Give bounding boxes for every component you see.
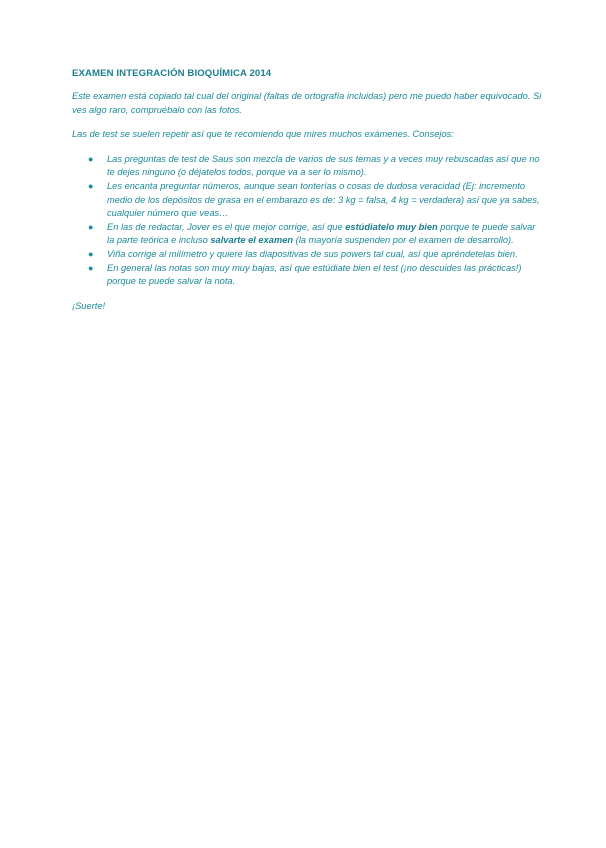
bullet-icon: ● — [88, 180, 94, 191]
tip-text-part: porque te puede salvar la parte teórica e incluso — [107, 221, 536, 246]
tip-item — [72, 248, 542, 262]
closing-text: ¡Suerte! — [72, 300, 106, 311]
tip-text-part: En las de redactar, Jover es el que mejor corrige, así que — [107, 221, 346, 232]
document-title: EXAMEN INTEGRACIÓN BIOQUÍMICA 2014 — [72, 68, 272, 79]
intro-paragraph: Este examen está copiado tal cual del original (faltas de ortografía incluidas) pero me puedo haber equivocado. Si ves algo raro, compruébalo con las fotos. — [72, 91, 542, 115]
bullet-icon: ● — [88, 248, 94, 259]
tip-item — [72, 262, 542, 289]
bullet-icon: ● — [88, 262, 94, 273]
bullet-icon: ● — [88, 221, 94, 232]
tips-list — [72, 153, 542, 289]
tip-text — [107, 222, 535, 246]
tip-text: Viña corrige al milímetro y quiere las diapositivas de sus powers tal cual, así que apréndetelas bien. — [107, 248, 518, 259]
tip-emphasis: estúdiatelo muy bien — [345, 221, 438, 232]
tip-item — [72, 153, 542, 180]
tip-text-part: (la mayoría suspenden por el examen de desarrollo). — [293, 235, 514, 246]
advice-intro-paragraph: Las de test se suelen repetir así que te recomiendo que mires muchos exámenes. Consejos: — [72, 129, 454, 140]
tip-text: En general las notas son muy muy bajas, así que estúdiate bien el test (¡no descuides las prácticas!) porque te puede salvar la nota. — [107, 262, 522, 287]
tip-emphasis: salvarte el examen — [210, 235, 294, 246]
tip-text: Las preguntas de test de Saus son mezcla de varios de sus temas y a veces muy rebuscadas así que no te dejes ninguno (o déjatelos todos, porque va a ser lo mismo). — [107, 153, 540, 178]
tip-item — [72, 221, 542, 248]
tip-text: Les encanta preguntar números, aunque sean tonterías o cosas de dudosa veracidad (Ej: incremento medio de los depósitos de grasa en el embarazo es de: 3 kg = falsa, 4 kg = verdadera) así que ya sabes, cualquier número que veas… — [107, 180, 540, 219]
bullet-icon: ● — [88, 153, 94, 164]
document-page — [72, 68, 542, 313]
tip-item — [72, 180, 542, 221]
